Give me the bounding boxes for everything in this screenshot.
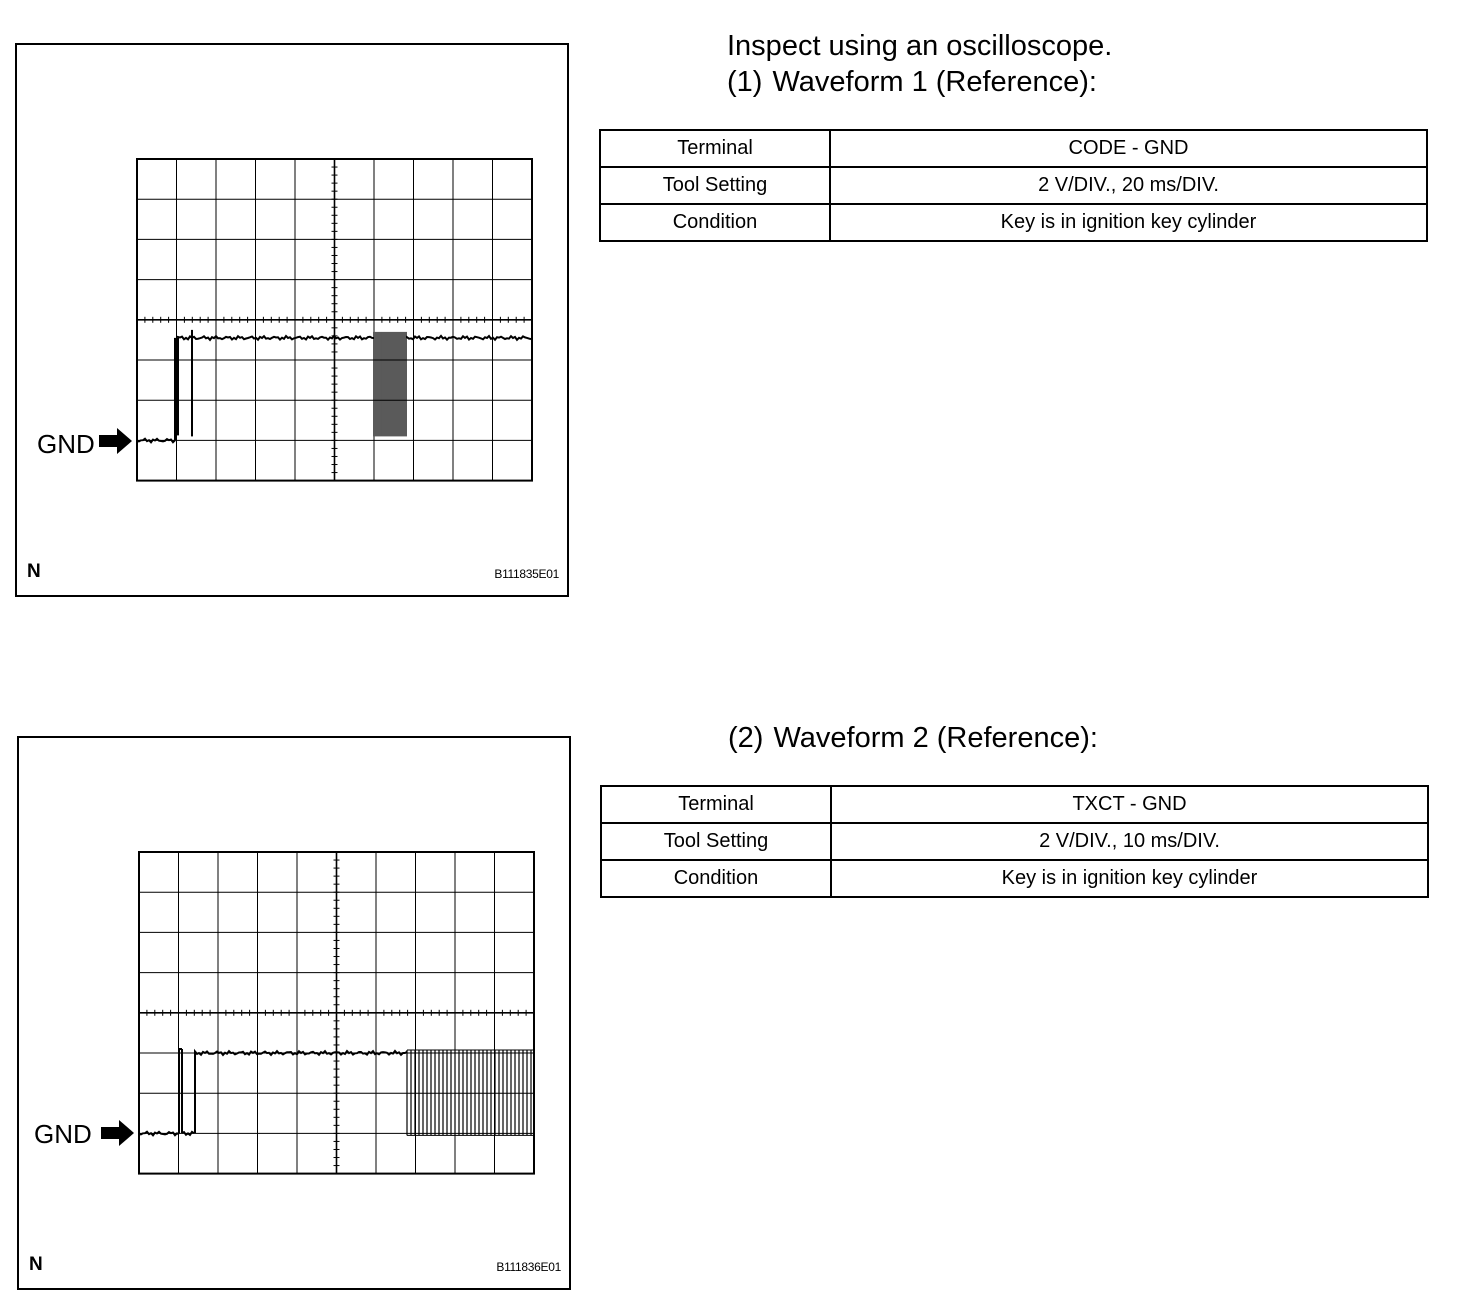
section-number: (1) xyxy=(727,66,763,98)
figure-code: B111836E01 xyxy=(496,1260,561,1274)
gnd-label: GND xyxy=(37,429,95,459)
table-cell-label: Condition xyxy=(600,204,830,241)
spec-table-1 xyxy=(599,129,1428,242)
section-title: Waveform 2 (Reference): xyxy=(773,722,1098,754)
table-row xyxy=(600,130,1427,167)
section-heading-2 xyxy=(728,720,1098,756)
waveform-low xyxy=(182,1132,194,1135)
table-cell-value: Key is in ignition key cylinder xyxy=(831,860,1428,897)
figure-code: B111835E01 xyxy=(494,567,559,581)
oscilloscope-grid xyxy=(137,159,532,481)
gnd-arrow-icon xyxy=(99,428,132,454)
figure-mark: N xyxy=(29,1254,43,1275)
table-row xyxy=(601,786,1428,823)
table-cell-label: Tool Setting xyxy=(601,823,831,860)
table-row xyxy=(600,204,1427,241)
waveform-high xyxy=(407,336,531,340)
section-title: Waveform 1 (Reference): xyxy=(772,66,1097,98)
oscilloscope-screen-2 xyxy=(19,738,573,1292)
spec-table-2 xyxy=(600,785,1429,898)
table-cell-label: Terminal xyxy=(601,786,831,823)
table-row xyxy=(601,823,1428,860)
gnd-label: GND xyxy=(34,1119,92,1149)
section-heading-1 xyxy=(727,64,1097,100)
oscilloscope-screen-1 xyxy=(17,45,571,599)
waveform-high xyxy=(195,1051,407,1055)
intro-text: Inspect using an oscilloscope. xyxy=(727,30,1113,62)
table-cell-label: Terminal xyxy=(600,130,830,167)
table-cell-value: Key is in ignition key cylinder xyxy=(830,204,1427,241)
table-cell-label: Condition xyxy=(601,860,831,897)
table-cell-value: CODE - GND xyxy=(830,130,1427,167)
table-cell-value: 2 V/DIV., 10 ms/DIV. xyxy=(831,823,1428,860)
table-cell-value: TXCT - GND xyxy=(831,786,1428,823)
section-number: (2) xyxy=(728,722,764,754)
oscilloscope-figure-2 xyxy=(17,736,571,1290)
waveform-high xyxy=(178,336,374,340)
waveform-low xyxy=(137,439,175,443)
table-row xyxy=(600,167,1427,204)
table-cell-label: Tool Setting xyxy=(600,167,830,204)
table-row xyxy=(601,860,1428,897)
figure-mark: N xyxy=(27,561,41,582)
oscilloscope-figure-1 xyxy=(15,43,569,597)
table-cell-value: 2 V/DIV., 20 ms/DIV. xyxy=(830,167,1427,204)
gnd-arrow-icon xyxy=(101,1120,134,1146)
